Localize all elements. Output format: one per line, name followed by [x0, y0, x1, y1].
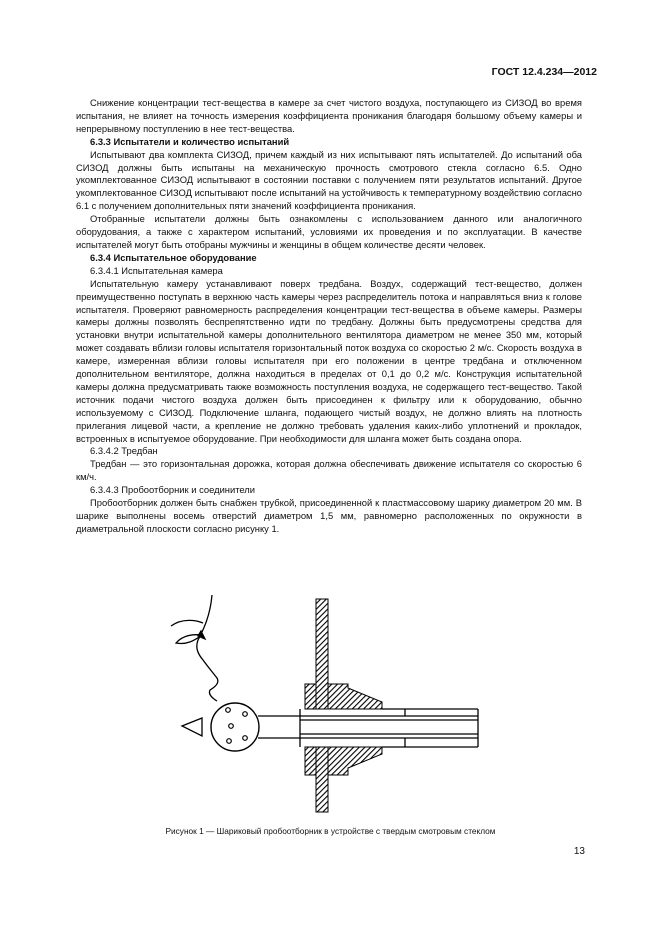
subsection-heading: 6.3.4.2 Тредбан	[90, 445, 158, 457]
face-profile	[171, 595, 218, 701]
paragraph: Испытательную камеру устанавливают поверх тредбана. Воздух, содержащий тест-вещество, должен преимущественно поступать в верхнюю часть камеры через распределитель потока и направляться вниз к голове испытателя. Проверяют равномерность распределения концентрации тест-вещества в объеме камеры. Размеры камеры должны позволять беспрепятственно идти по тредбану. Должны быть предусмотрены средства для установки внутри испытательной камеры дополнительного вентилятора диаметром не менее 350 мм, который может создавать вблизи головы испытателя горизонтальный поток воздуха со скоростью 2 м/с. Скорость воздуха в камере, измеренная вблизи головы испытателя при его положении в центре тредбана и отключенном дополнительном вентиляторе, должна находиться в пределах от 0,1 до 0,2 м/с. Конструкция испытательной камеры должна предусматривать также возможность поступления воздуха, не содержащего тест-вещество. Такой источник подачи чистого воздуха должен быть присоединен к фильтру или к оборудованию, обычно используемому с СИЗОД. Подключение шланга, подающего чистый воздух, не должно влиять на плотность прилегания лицевой части, а крепление не должно требовать удаления каких-либо уплотнений и прокладок, встроенных в испытуемое оборудование. При необходимости для шланга может быть создана опора.	[76, 277, 582, 444]
document-body	[76, 97, 582, 536]
visor-lower	[316, 747, 328, 812]
mouthpiece	[182, 718, 202, 736]
paragraph: Снижение концентрации тест-вещества в камере за счет чистого воздуха, поступающего из СИЗОД во время испытания, не влияет на точность измерения коэффициента проникания благодаря большому объему камеры и непрерывному поступлению в нее тест-вещества.	[76, 97, 582, 134]
probe-ball	[211, 703, 259, 751]
section-heading: 6.3.3 Испытатели и количество испытаний	[90, 135, 290, 147]
paragraph: Испытывают два комплекта СИЗОД, причем каждый из них испытывают пять испытателей. До испытаний оба СИЗОД должны быть испытаны на механическую прочность смотрового стекла согласно 6.5. Одно укомплектованное СИЗОД испытывают в состоянии поставки с получением пяти результатов испытаний. Другое укомплектованное СИЗОД испытывают после испытаний на устойчивость к температурному воздействию согласно 6.1 с получением дополнительных пяти значений коэффициента проникания.	[76, 148, 582, 212]
probe-diagram	[150, 588, 480, 818]
clamp-upper	[328, 684, 382, 709]
mount-left-upper	[305, 684, 316, 709]
visor-upper	[316, 599, 328, 709]
figure-caption: Рисунок 1 — Шариковый пробоотборник в устройстве с твердым смотровым стеклом	[165, 826, 496, 836]
document-header: ГОСТ 12.4.234—2012	[491, 66, 597, 78]
page-number: 13	[573, 846, 585, 857]
sample-tube	[258, 709, 478, 747]
subsection-heading: 6.3.4.3 Пробоотборник и соединители	[90, 484, 256, 496]
section-heading: 6.3.4 Испытательное оборудование	[90, 251, 257, 263]
mount-left-lower	[305, 747, 316, 775]
paragraph: Тредбан — это горизонтальная дорожка, которая должна обеспечивать движение испытателя со скоростью 6 км/ч.	[76, 458, 582, 483]
paragraph: Пробоотборник должен быть снабжен трубкой, присоединенной к пластмассовому шарику диаметром 20 мм. В шарике выполнены восемь отверстий диаметром 1,5 мм, равномерно расположенных по окружности в диаметральной плоскости согласно рисунку 1.	[76, 497, 582, 534]
clamp-lower	[328, 747, 382, 775]
subsection-heading: 6.3.4.1 Испытательная камера	[90, 264, 223, 276]
paragraph: Отобранные испытатели должны быть ознакомлены с использованием данного или аналогичного оборудования, а также с характером испытаний, условиями их проведения и по эксплуатации. В качестве испытателей могут быть отобраны мужчины и женщины в общем количестве десяти человек.	[76, 213, 582, 250]
